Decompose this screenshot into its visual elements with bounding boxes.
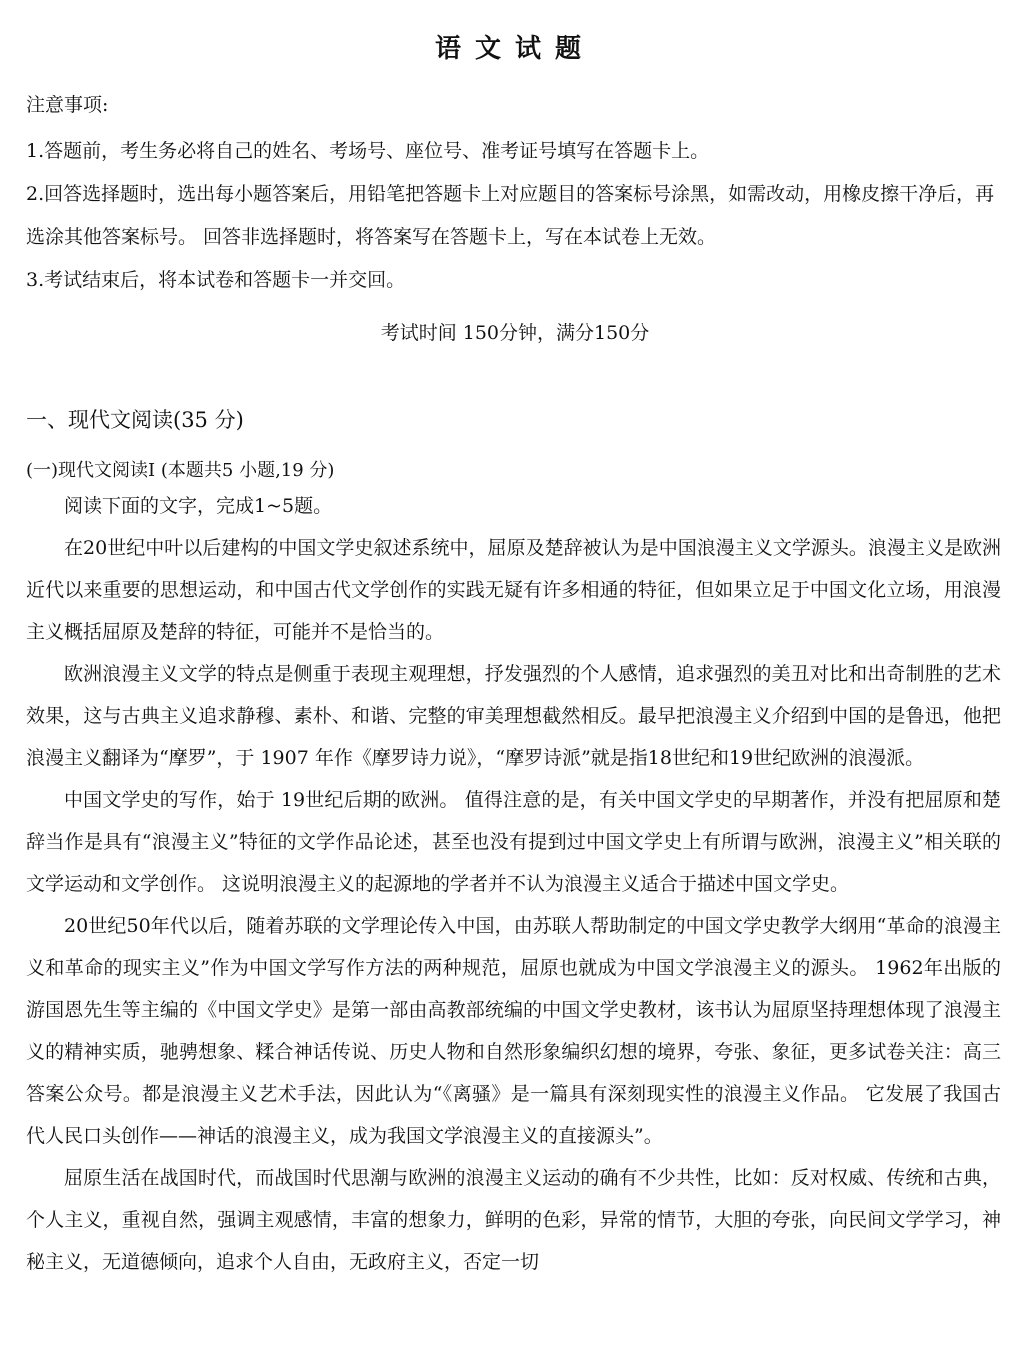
passage-paragraph-5: 屈原生活在战国时代，而战国时代思潮与欧洲的浪漫主义运动的确有不少共性，比如：反对权威、传统和古典，个人主义，重视自然，强调主观感情，丰富的想象力，鲜明的色彩，异常的情节，大胆的夸张，向民间文学学习，神秘主义，无道德倾向，追求个人自由，无政府主义，否定一切 xyxy=(26,1167,1001,1273)
page-title: 语文试题 xyxy=(434,34,595,64)
notice-heading: 注意事项: xyxy=(26,94,109,116)
passage-paragraph-1: 在20世纪中叶以后建构的中国文学史叙述系统中，屈原及楚辞被认为是中国浪漫主义文学源头。浪漫主义是欧洲近代以来重要的思想运动，和中国古代文学创作的实践无疑有许多相通的特征，但如果立足于中国文化立场，用浪漫主义概括屈原及楚辞的特征，可能并不是恰当的。 xyxy=(26,537,1001,643)
passage-paragraph-2: 欧洲浪漫主义文学的特点是侧重于表现主观理想，抒发强烈的个人感情，追求强烈的美丑对比和出奇制胜的艺术效果，这与古典主义追求静穆、素朴、和谐、完整的审美理想截然相反。最早把浪漫主义介绍到中国的是鲁迅，他把浪漫主义翻译为“摩罗”，于 1907 年作《摩罗诗力说》，“摩罗诗派”就是指18世纪和19世纪欧洲的浪漫派。 xyxy=(26,663,1001,769)
reading-instruction: 阅读下面的文字，完成1~5题。 xyxy=(64,495,333,517)
notice-item-1: 1.答题前，考生务必将自己的姓名、考场号、座位号、准考证号填写在答题卡上。 xyxy=(26,140,710,162)
passage-paragraph-4: 20世纪50年代以后，随着苏联的文学理论传入中国，由苏联人帮助制定的中国文学史教学大纲用“革命的浪漫主义和革命的现实主义”作为中国文学写作方法的两种规范，屈原也就成为中国文学浪漫主义的源头。 1962年出版的游国恩先生等主编的《中国文学史》是第一部由高教部统编的中国文学史教材，该书认为屈原坚持理想体现了浪漫主义的精神实质，驰骋想象、糅合神话传说、历史人物和自然形象编织幻想的境界，夸张、象征，更多试卷关注：高三答案公众号。都是浪漫主义艺术手法，因此认为“《离骚》是一篇具有深刻现实性的浪漫主义作品。 它发展了我国古代人民口头创作——神话的浪漫主义，成为我国文学浪漫主义的直接源头”。 xyxy=(26,915,1001,1147)
section-title: 一、现代文阅读(35 分) xyxy=(26,408,244,432)
section-subtitle: (一)现代文阅读Ⅰ (本题共5 小题,19 分) xyxy=(26,460,335,481)
exam-time: 考试时间 150分钟，满分150分 xyxy=(380,322,650,344)
notice-item-2: 2.回答选择题时，选出每小题答案后，用铅笔把答题卡上对应题目的答案标号涂黑，如需改动，用橡皮擦干净后，再选涂其他答案标号。 回答非选择题时，将答案写在答题卡上，写在本试卷上无效。 xyxy=(26,183,995,248)
reading-passage xyxy=(26,485,1001,1283)
passage-paragraph-3: 中国文学史的写作，始于 19世纪后期的欧洲。 值得注意的是，有关中国文学史的早期著作，并没有把屈原和楚辞当作是具有“浪漫主义”特征的文学作品论述，甚至也没有提到过中国文学史上有所谓与欧洲，浪漫主义”相关联的文学运动和文学创作。 这说明浪漫主义的起源地的学者并不认为浪漫主义适合于描述中国文学史。 xyxy=(26,789,1001,895)
notice-item-3: 3.考试结束后，将本试卷和答题卡一并交回。 xyxy=(26,269,406,291)
